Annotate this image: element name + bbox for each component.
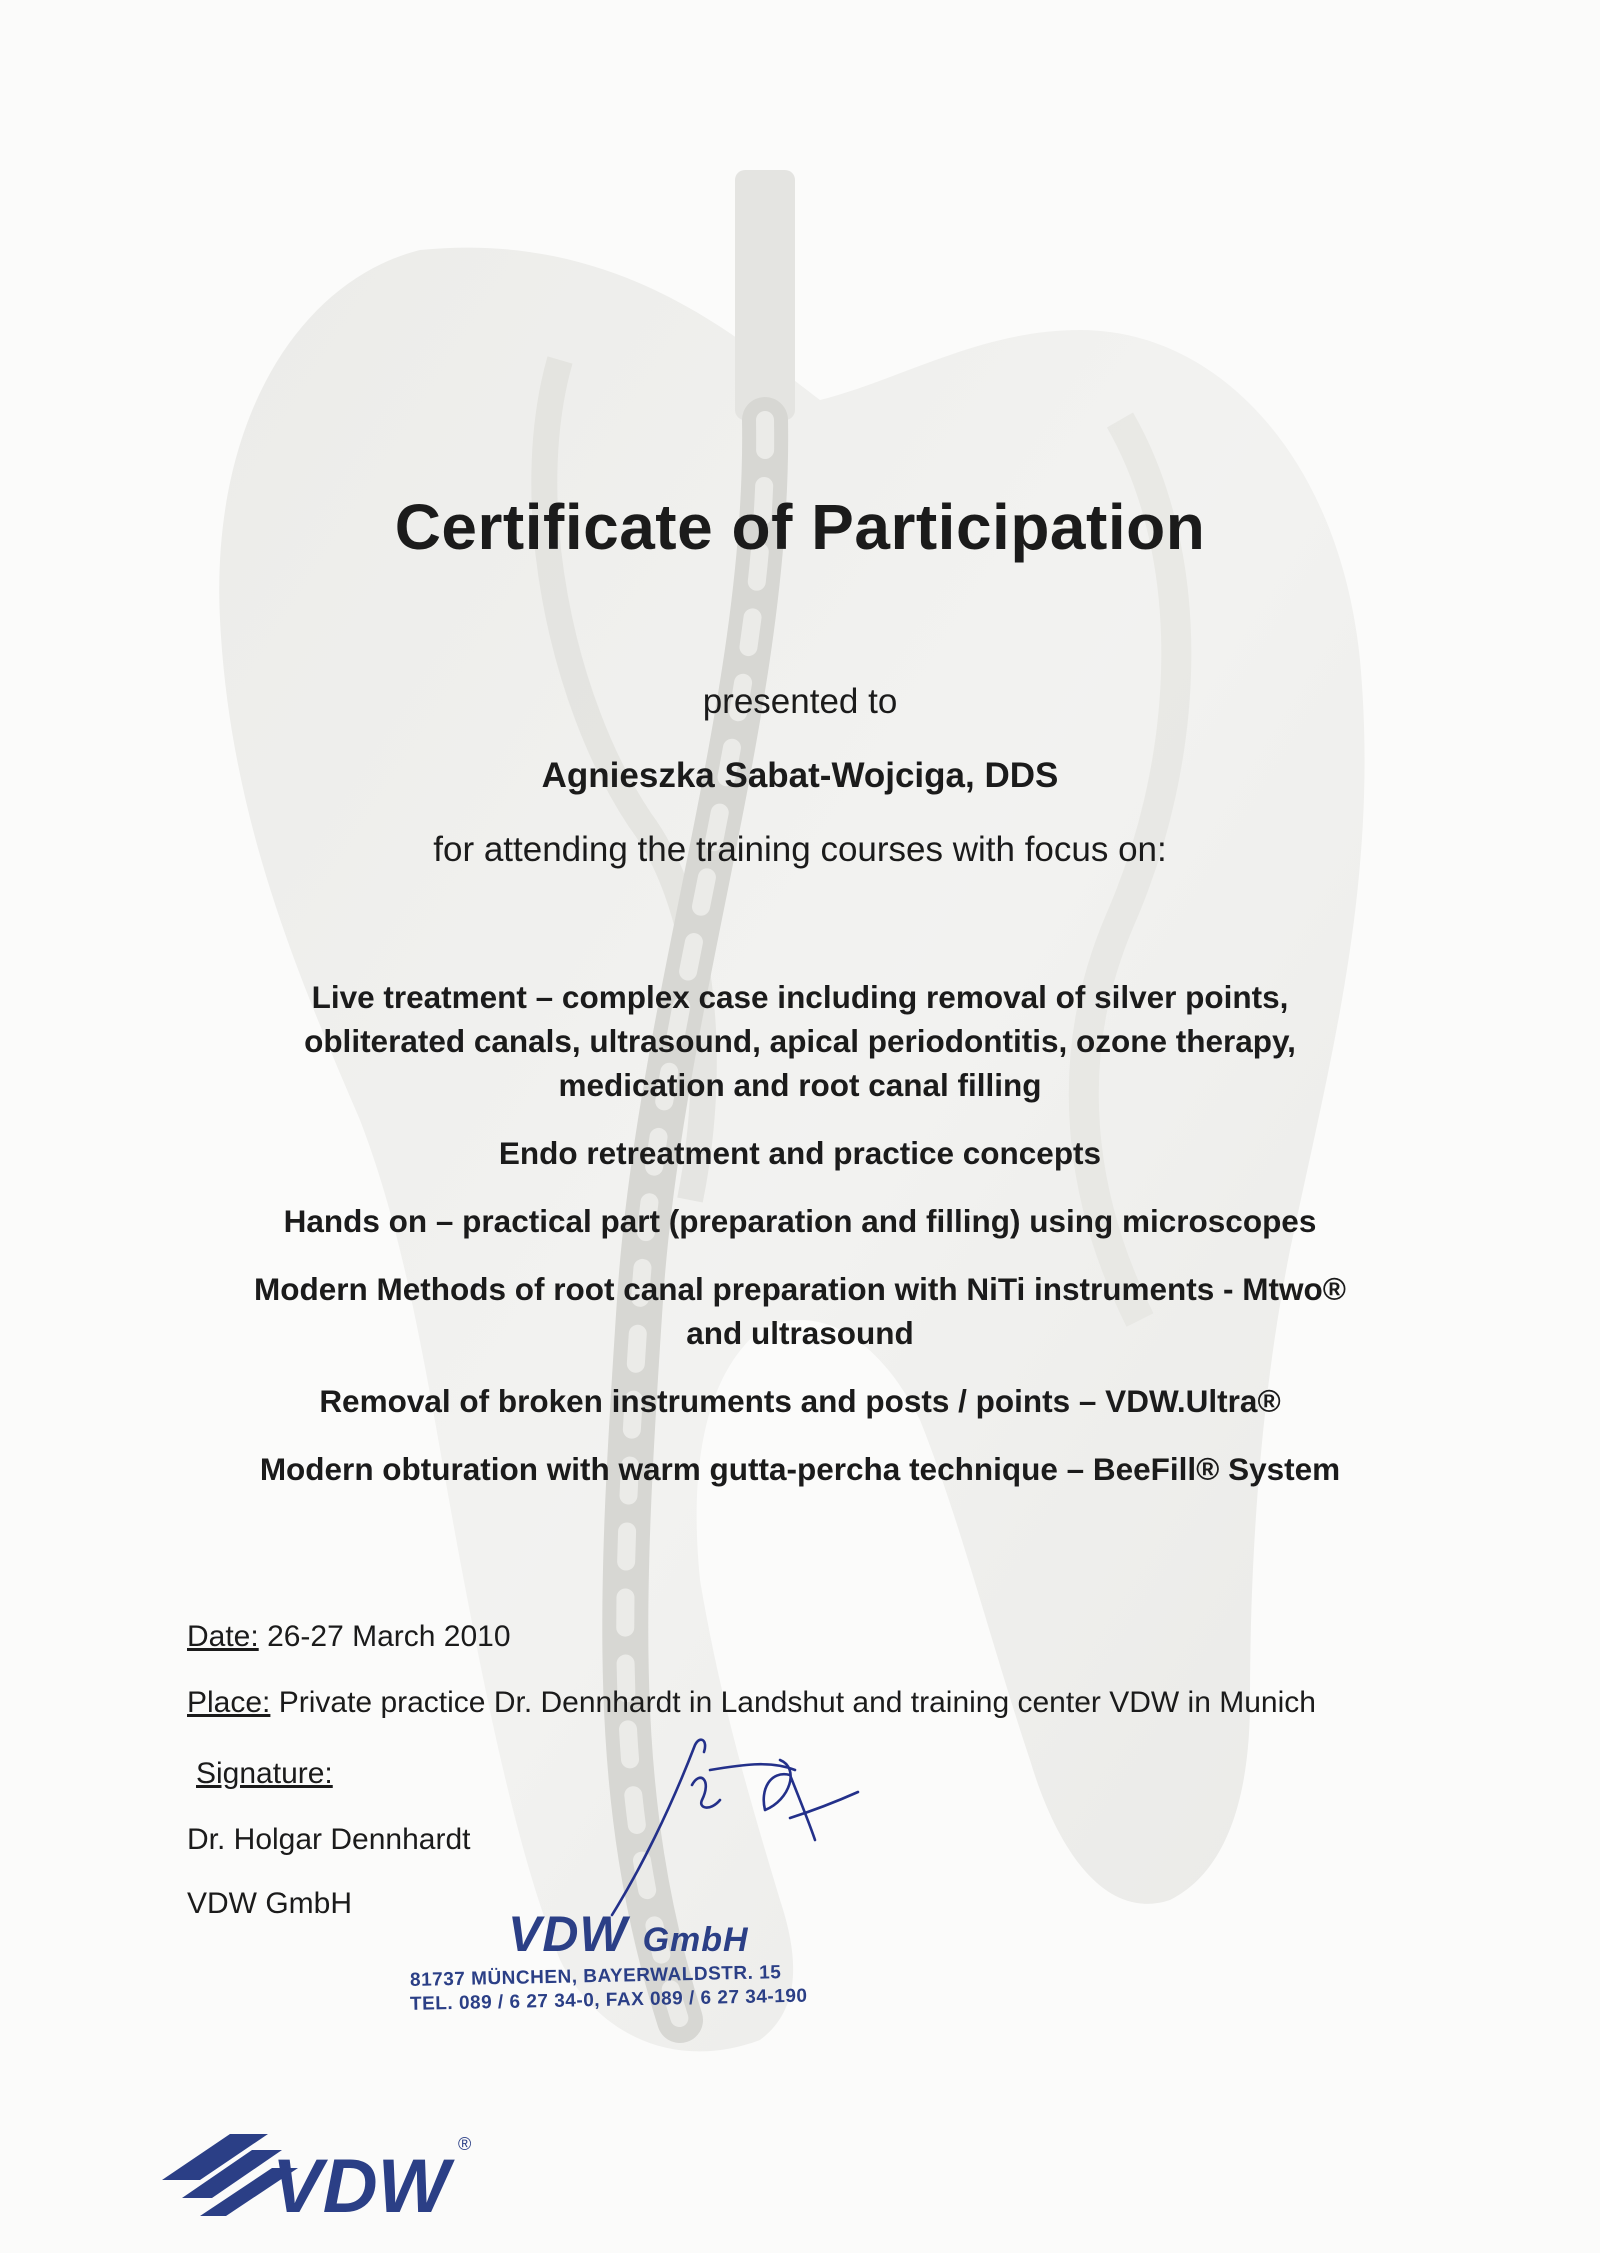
course-list — [0, 975, 1600, 1515]
course-item-endo-retreatment: Endo retreatment and practice concepts — [498, 1135, 1102, 1171]
course-item-hands-on: Hands on – practical part (preparation and filling) using microscopes — [283, 1203, 1317, 1239]
signer-name: Dr. Holgar Dennhardt — [187, 1823, 471, 1856]
place-label: Place: — [187, 1686, 271, 1719]
place-value: Private practice Dr. Dennhardt in Landshut and training center VDW in Munich — [278, 1686, 1316, 1719]
place-line — [187, 1686, 1316, 1720]
date-label: Date: — [187, 1620, 259, 1653]
course-item-removal-broken-instruments: Removal of broken instruments and posts / points – VDW.Ultra® — [319, 1383, 1281, 1419]
date-line — [187, 1620, 511, 1654]
date-value: 26-27 March 2010 — [267, 1620, 511, 1653]
recipient-name: Agnieszka Sabat-Wojciga, DDS — [541, 756, 1059, 795]
stamp-phone: TEL. 089 / 6 27 34-0, FAX 089 / 6 27 34-190 — [409, 1985, 808, 2015]
course-item-live-treatment: Live treatment – complex case including removal of silver points, obliterated canals, ultrasound, apical periodontitis, ozone therapy, medication and root canal filling — [304, 979, 1296, 1103]
course-item-modern-obturation: Modern obturation with warm gutta-percha technique – BeeFill® System — [259, 1451, 1341, 1487]
signature-line — [196, 1757, 333, 1791]
signature-label: Signature: — [196, 1757, 333, 1790]
handwritten-signature — [600, 1730, 860, 1920]
svg-text:®: ® — [458, 2134, 472, 2154]
stamp-company-name: VDW GmbH — [508, 1906, 749, 1962]
presented-to-label: presented to — [702, 682, 898, 721]
vdw-lightning-logo-icon — [160, 2120, 490, 2220]
certificate-title: Certificate of Participation — [394, 491, 1206, 563]
company-stamp — [409, 1905, 880, 2015]
course-item-modern-methods: Modern Methods of root canal preparation with NiTi instruments - Mtwo® and ultrasound — [254, 1271, 1346, 1351]
svg-text:VDW: VDW — [272, 2144, 450, 2220]
stamp-address: 81737 MÜNCHEN, BAYERWALDSTR. 15 — [409, 1962, 782, 1991]
focus-intro: for attending the training courses with focus on: — [433, 830, 1167, 869]
signer-company: VDW GmbH — [187, 1887, 352, 1920]
